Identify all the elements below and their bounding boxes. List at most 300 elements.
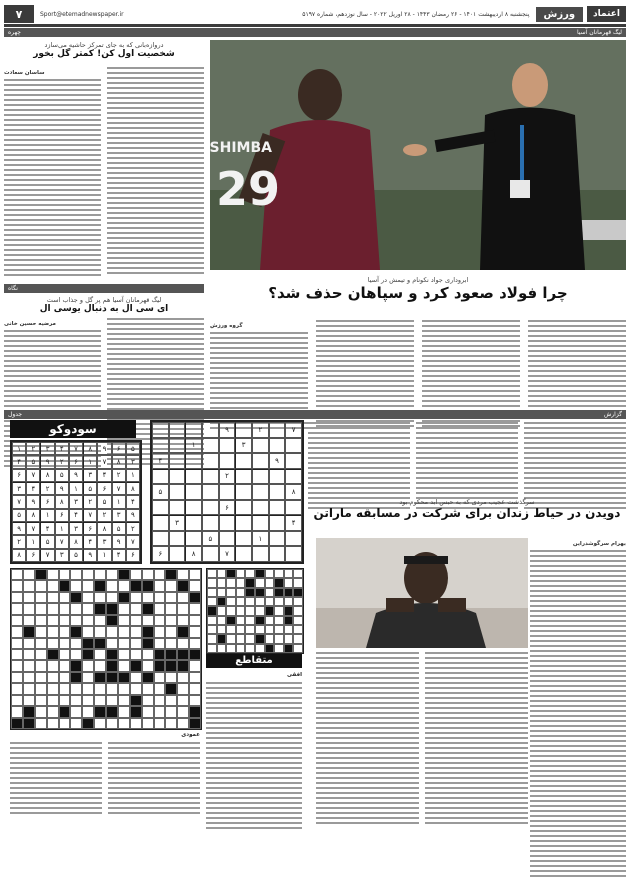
crossword-cell[interactable] — [94, 580, 106, 591]
crossword-cell[interactable] — [94, 603, 106, 614]
crossword-cell[interactable] — [35, 718, 47, 729]
crossword-cell[interactable] — [118, 695, 130, 706]
crossword-cell[interactable] — [23, 626, 35, 637]
crossword-cell[interactable] — [82, 695, 94, 706]
sudoku-puzzle-cell[interactable] — [252, 453, 269, 469]
sudoku-puzzle-cell[interactable] — [285, 546, 302, 562]
crossword-cell[interactable] — [82, 569, 94, 580]
crossword-cell[interactable] — [177, 695, 189, 706]
sudoku-puzzle-cell[interactable]: ۲ — [252, 422, 269, 438]
sudoku-puzzle-cell[interactable]: ۱ — [252, 531, 269, 547]
crossword-cell[interactable] — [165, 683, 177, 694]
crossword-cell[interactable] — [154, 718, 166, 729]
crossword-cell[interactable] — [59, 603, 71, 614]
crossword-cell[interactable] — [35, 672, 47, 683]
crossword-cell[interactable] — [106, 683, 118, 694]
sudoku-puzzle-cell[interactable]: ۱ — [185, 438, 202, 454]
sudoku-puzzle-cell[interactable] — [252, 546, 269, 562]
crossword-cell[interactable] — [94, 638, 106, 649]
crossword-cell[interactable] — [189, 603, 201, 614]
crossword-cell[interactable] — [142, 615, 154, 626]
crossword-cell[interactable] — [154, 695, 166, 706]
crossword-cell[interactable] — [82, 672, 94, 683]
crossword-cell[interactable] — [23, 615, 35, 626]
sudoku-puzzle-cell[interactable] — [202, 500, 219, 516]
sudoku-puzzle-cell[interactable] — [235, 500, 252, 516]
crossword-cell[interactable] — [35, 695, 47, 706]
crossword-cell[interactable] — [106, 626, 118, 637]
crossword-cell[interactable] — [118, 718, 130, 729]
crossword-cell[interactable] — [154, 706, 166, 717]
sudoku-puzzle-cell[interactable] — [202, 515, 219, 531]
sudoku-puzzle-cell[interactable]: ۷ — [285, 422, 302, 438]
sudoku-puzzle-cell[interactable]: ۸ — [185, 546, 202, 562]
crossword-cell[interactable] — [11, 569, 23, 580]
crossword-cell[interactable] — [11, 649, 23, 660]
crossword-cell[interactable] — [94, 683, 106, 694]
crossword-cell[interactable] — [189, 683, 201, 694]
crossword-cell[interactable] — [82, 683, 94, 694]
crossword-cell[interactable] — [94, 706, 106, 717]
crossword-cell[interactable] — [35, 683, 47, 694]
sudoku-puzzle-cell[interactable] — [202, 453, 219, 469]
crossword-cell[interactable] — [177, 649, 189, 660]
crossword-cell[interactable] — [70, 603, 82, 614]
crossword-cell[interactable] — [23, 638, 35, 649]
sudoku-puzzle-cell[interactable] — [169, 438, 186, 454]
sudoku-puzzle-cell[interactable] — [185, 469, 202, 485]
sudoku-puzzle-cell[interactable]: ۹ — [269, 453, 286, 469]
sudoku-puzzle-cell[interactable]: ۹ — [219, 422, 236, 438]
crossword-cell[interactable] — [177, 672, 189, 683]
crossword-cell[interactable] — [142, 580, 154, 591]
sudoku-puzzle-cell[interactable] — [169, 422, 186, 438]
crossword-cell[interactable] — [106, 660, 118, 671]
crossword-cell[interactable] — [11, 626, 23, 637]
sudoku-puzzle-cell[interactable]: ۲ — [219, 469, 236, 485]
crossword-cell[interactable] — [142, 672, 154, 683]
crossword-cell[interactable] — [94, 592, 106, 603]
sudoku-puzzle-cell[interactable] — [185, 453, 202, 469]
crossword-cell[interactable] — [118, 649, 130, 660]
crossword-cell[interactable] — [59, 683, 71, 694]
crossword-cell[interactable] — [47, 718, 59, 729]
sudoku-puzzle-cell[interactable] — [269, 422, 286, 438]
crossword-cell[interactable] — [106, 569, 118, 580]
crossword-cell[interactable] — [35, 615, 47, 626]
crossword-cell[interactable] — [154, 638, 166, 649]
sudoku-puzzle-cell[interactable] — [269, 484, 286, 500]
sudoku-puzzle-cell[interactable] — [202, 422, 219, 438]
crossword-cell[interactable] — [59, 626, 71, 637]
crossword-cell[interactable] — [59, 580, 71, 591]
crossword-cell[interactable] — [142, 649, 154, 660]
crossword-cell[interactable] — [130, 706, 142, 717]
sudoku-puzzle-cell[interactable] — [169, 531, 186, 547]
sudoku-puzzle-cell[interactable]: ۴ — [285, 515, 302, 531]
crossword-cell[interactable] — [70, 706, 82, 717]
crossword-cell[interactable] — [70, 683, 82, 694]
crossword-cell[interactable] — [59, 592, 71, 603]
crossword-cell[interactable] — [154, 649, 166, 660]
crossword-cell[interactable] — [189, 672, 201, 683]
crossword-cell[interactable] — [11, 592, 23, 603]
crossword-cell[interactable] — [59, 615, 71, 626]
crossword-cell[interactable] — [189, 615, 201, 626]
crossword-cell[interactable] — [177, 603, 189, 614]
crossword-cell[interactable] — [23, 683, 35, 694]
sudoku-puzzle-cell[interactable] — [235, 515, 252, 531]
crossword-cell[interactable] — [142, 626, 154, 637]
sudoku-puzzle-cell[interactable] — [285, 500, 302, 516]
crossword-cell[interactable] — [70, 649, 82, 660]
crossword-cell[interactable] — [11, 718, 23, 729]
sudoku-puzzle-cell[interactable] — [185, 422, 202, 438]
crossword-cell[interactable] — [118, 706, 130, 717]
crossword-cell[interactable] — [82, 603, 94, 614]
crossword-cell[interactable] — [118, 683, 130, 694]
crossword-cell[interactable] — [165, 603, 177, 614]
crossword-cell[interactable] — [47, 706, 59, 717]
sudoku-puzzle-cell[interactable] — [252, 469, 269, 485]
crossword-cell[interactable] — [11, 660, 23, 671]
crossword-cell[interactable] — [130, 649, 142, 660]
sudoku-puzzle-cell[interactable]: ۳ — [235, 438, 252, 454]
sudoku-puzzle-cell[interactable] — [235, 546, 252, 562]
sudoku-puzzle-cell[interactable] — [152, 531, 169, 547]
crossword-cell[interactable] — [35, 580, 47, 591]
crossword-cell[interactable] — [47, 672, 59, 683]
sudoku-puzzle-cell[interactable] — [185, 515, 202, 531]
crossword-cell[interactable] — [106, 718, 118, 729]
sudoku-puzzle-cell[interactable]: ۴ — [152, 453, 169, 469]
crossword-cell[interactable] — [47, 660, 59, 671]
sudoku-puzzle-cell[interactable] — [219, 438, 236, 454]
crossword-cell[interactable] — [11, 580, 23, 591]
crossword-cell[interactable] — [47, 626, 59, 637]
sudoku-puzzle-cell[interactable] — [219, 484, 236, 500]
crossword-cell[interactable] — [165, 706, 177, 717]
crossword-cell[interactable] — [94, 649, 106, 660]
sudoku-puzzle-cell[interactable] — [235, 422, 252, 438]
crossword-cell[interactable] — [23, 580, 35, 591]
crossword-cell[interactable] — [70, 672, 82, 683]
sudoku-puzzle-cell[interactable] — [202, 469, 219, 485]
crossword-cell[interactable] — [177, 683, 189, 694]
crossword-cell[interactable] — [118, 603, 130, 614]
crossword-cell[interactable] — [59, 706, 71, 717]
sudoku-puzzle-cell[interactable] — [169, 484, 186, 500]
crossword-cell[interactable] — [94, 569, 106, 580]
crossword-cell[interactable] — [23, 672, 35, 683]
sudoku-puzzle-cell[interactable] — [169, 453, 186, 469]
crossword-cell[interactable] — [23, 660, 35, 671]
crossword-cell[interactable] — [82, 649, 94, 660]
crossword-cell[interactable] — [23, 706, 35, 717]
sudoku-puzzle-cell[interactable] — [235, 453, 252, 469]
crossword-cell[interactable] — [189, 706, 201, 717]
crossword-cell[interactable] — [118, 626, 130, 637]
crossword-cell[interactable] — [23, 603, 35, 614]
crossword-cell[interactable] — [35, 592, 47, 603]
crossword-cell[interactable] — [11, 638, 23, 649]
crossword-cell[interactable] — [59, 660, 71, 671]
crossword-cell[interactable] — [189, 718, 201, 729]
crossword-cell[interactable] — [130, 580, 142, 591]
crossword-cell[interactable] — [11, 706, 23, 717]
crossword-cell[interactable] — [106, 638, 118, 649]
crossword-cell[interactable] — [23, 718, 35, 729]
crossword-cell[interactable] — [70, 660, 82, 671]
sudoku-puzzle-cell[interactable]: ۵ — [152, 484, 169, 500]
sudoku-puzzle-cell[interactable] — [152, 422, 169, 438]
crossword-cell[interactable] — [94, 718, 106, 729]
sudoku-puzzle-cell[interactable] — [285, 438, 302, 454]
crossword-cell[interactable] — [70, 626, 82, 637]
sudoku-puzzle-cell[interactable] — [152, 469, 169, 485]
crossword-cell[interactable] — [94, 660, 106, 671]
crossword-cell[interactable] — [177, 592, 189, 603]
sudoku-puzzle-cell[interactable] — [269, 515, 286, 531]
crossword-cell[interactable] — [35, 660, 47, 671]
crossword-cell[interactable] — [106, 695, 118, 706]
crossword-cell[interactable] — [35, 649, 47, 660]
crossword-cell[interactable] — [165, 615, 177, 626]
crossword-cell[interactable] — [154, 660, 166, 671]
crossword-cell[interactable] — [70, 592, 82, 603]
crossword-cell[interactable] — [47, 580, 59, 591]
sudoku-puzzle-cell[interactable] — [285, 531, 302, 547]
crossword-cell[interactable] — [130, 569, 142, 580]
crossword-cell[interactable] — [177, 615, 189, 626]
crossword-cell[interactable] — [189, 626, 201, 637]
sudoku-puzzle-cell[interactable] — [219, 453, 236, 469]
crossword-cell[interactable] — [177, 580, 189, 591]
crossword-cell[interactable] — [82, 660, 94, 671]
crossword-cell[interactable] — [165, 592, 177, 603]
sudoku-grid-puzzle[interactable] — [150, 420, 304, 564]
crossword-cell[interactable] — [165, 580, 177, 591]
sudoku-puzzle-cell[interactable]: ۵ — [202, 531, 219, 547]
crossword-cell[interactable] — [189, 638, 201, 649]
sudoku-puzzle-cell[interactable] — [169, 546, 186, 562]
crossword-cell[interactable] — [130, 615, 142, 626]
crossword-cell[interactable] — [142, 718, 154, 729]
crossword-cell[interactable] — [82, 615, 94, 626]
crossword-cell[interactable] — [177, 626, 189, 637]
crossword-cell[interactable] — [130, 683, 142, 694]
crossword-cell[interactable] — [23, 649, 35, 660]
crossword-cell[interactable] — [35, 706, 47, 717]
crossword-cell[interactable] — [47, 695, 59, 706]
crossword-cell[interactable] — [165, 660, 177, 671]
crossword-cell[interactable] — [118, 660, 130, 671]
crossword-cell[interactable] — [106, 615, 118, 626]
sudoku-puzzle-cell[interactable] — [169, 500, 186, 516]
crossword-cell[interactable] — [11, 683, 23, 694]
crossword-cell[interactable] — [154, 615, 166, 626]
crossword-cell[interactable] — [165, 649, 177, 660]
sudoku-puzzle-cell[interactable] — [269, 546, 286, 562]
crossword-cell[interactable] — [23, 592, 35, 603]
crossword-cell[interactable] — [130, 638, 142, 649]
crossword-cell[interactable] — [106, 672, 118, 683]
sudoku-puzzle-cell[interactable]: ۸ — [285, 484, 302, 500]
crossword-cell[interactable] — [154, 603, 166, 614]
sudoku-puzzle-cell[interactable] — [169, 469, 186, 485]
crossword-cell[interactable] — [118, 569, 130, 580]
crossword-cell[interactable] — [59, 569, 71, 580]
sudoku-puzzle-cell[interactable]: ۶ — [219, 500, 236, 516]
crossword-cell[interactable] — [130, 626, 142, 637]
crossword-cell[interactable] — [130, 718, 142, 729]
crossword-cell[interactable] — [11, 672, 23, 683]
crossword-cell[interactable] — [189, 580, 201, 591]
sudoku-puzzle-cell[interactable] — [269, 500, 286, 516]
crossword-cell[interactable] — [59, 649, 71, 660]
crossword-cell[interactable] — [130, 603, 142, 614]
crossword-grid[interactable] — [10, 568, 202, 730]
crossword-cell[interactable] — [47, 615, 59, 626]
sudoku-puzzle-cell[interactable] — [269, 469, 286, 485]
crossword-cell[interactable] — [47, 569, 59, 580]
crossword-cell[interactable] — [70, 638, 82, 649]
crossword-cell[interactable] — [142, 683, 154, 694]
sudoku-puzzle-cell[interactable] — [219, 515, 236, 531]
crossword-cell[interactable] — [177, 718, 189, 729]
crossword-cell[interactable] — [130, 672, 142, 683]
sudoku-puzzle-cell[interactable] — [252, 500, 269, 516]
crossword-cell[interactable] — [23, 569, 35, 580]
crossword-cell[interactable] — [70, 695, 82, 706]
sudoku-puzzle-cell[interactable] — [285, 469, 302, 485]
sudoku-puzzle-cell[interactable] — [235, 469, 252, 485]
crossword-cell[interactable] — [47, 592, 59, 603]
crossword-cell[interactable] — [189, 660, 201, 671]
crossword-cell[interactable] — [35, 603, 47, 614]
sudoku-puzzle-cell[interactable] — [252, 438, 269, 454]
crossword-cell[interactable] — [59, 718, 71, 729]
crossword-cell[interactable] — [130, 592, 142, 603]
crossword-cell[interactable] — [118, 672, 130, 683]
crossword-cell[interactable] — [35, 569, 47, 580]
crossword-cell[interactable] — [106, 706, 118, 717]
crossword-cell[interactable] — [94, 615, 106, 626]
sudoku-puzzle-cell[interactable]: ۶ — [152, 546, 169, 562]
crossword-cell[interactable] — [118, 592, 130, 603]
crossword-cell[interactable] — [142, 569, 154, 580]
crossword-cell[interactable] — [94, 626, 106, 637]
crossword-cell[interactable] — [154, 580, 166, 591]
sudoku-puzzle-cell[interactable] — [235, 531, 252, 547]
crossword-cell[interactable] — [177, 638, 189, 649]
crossword-cell[interactable] — [70, 718, 82, 729]
crossword-cell[interactable] — [106, 603, 118, 614]
sudoku-puzzle-cell[interactable] — [202, 438, 219, 454]
crossword-cell[interactable] — [47, 683, 59, 694]
crossword-cell[interactable] — [165, 569, 177, 580]
crossword-cell[interactable] — [59, 638, 71, 649]
crossword-cell[interactable] — [118, 580, 130, 591]
crossword-cell[interactable] — [23, 695, 35, 706]
crossword-cell[interactable] — [154, 569, 166, 580]
crossword-cell[interactable] — [189, 569, 201, 580]
sudoku-puzzle-cell[interactable] — [152, 500, 169, 516]
crossword-cell[interactable] — [118, 615, 130, 626]
sudoku-puzzle-cell[interactable] — [285, 453, 302, 469]
sudoku-puzzle-cell[interactable] — [185, 500, 202, 516]
crossword-cell[interactable] — [142, 638, 154, 649]
crossword-cell[interactable] — [47, 603, 59, 614]
crossword-cell[interactable] — [154, 626, 166, 637]
crossword-cell[interactable] — [154, 592, 166, 603]
crossword-cell[interactable] — [11, 603, 23, 614]
sudoku-puzzle-cell[interactable] — [152, 438, 169, 454]
sudoku-puzzle-cell[interactable] — [269, 531, 286, 547]
sudoku-puzzle-cell[interactable] — [269, 438, 286, 454]
crossword-cell[interactable] — [59, 695, 71, 706]
crossword-cell[interactable] — [11, 695, 23, 706]
crossword-cell[interactable] — [47, 649, 59, 660]
crossword-cell[interactable] — [59, 672, 71, 683]
crossword-cell[interactable] — [142, 603, 154, 614]
crossword-cell[interactable] — [130, 695, 142, 706]
crossword-cell[interactable] — [94, 672, 106, 683]
crossword-cell[interactable] — [106, 649, 118, 660]
crossword-cell[interactable] — [70, 580, 82, 591]
crossword-cell[interactable] — [177, 569, 189, 580]
sudoku-puzzle-cell[interactable] — [185, 531, 202, 547]
crossword-cell[interactable] — [106, 580, 118, 591]
crossword-cell[interactable] — [142, 592, 154, 603]
crossword-cell[interactable] — [70, 569, 82, 580]
crossword-cell[interactable] — [165, 672, 177, 683]
crossword-cell[interactable] — [82, 626, 94, 637]
crossword-cell[interactable] — [177, 706, 189, 717]
crossword-cell[interactable] — [177, 660, 189, 671]
crossword-cell[interactable] — [82, 718, 94, 729]
sudoku-puzzle-cell[interactable] — [202, 546, 219, 562]
sudoku-puzzle-cell[interactable] — [252, 484, 269, 500]
crossword-cell[interactable] — [130, 660, 142, 671]
sudoku-puzzle-cell[interactable] — [235, 484, 252, 500]
crossword-cell[interactable] — [189, 695, 201, 706]
sudoku-puzzle-cell[interactable] — [152, 515, 169, 531]
crossword-cell[interactable] — [82, 592, 94, 603]
sudoku-puzzle-cell[interactable] — [185, 484, 202, 500]
crossword-cell[interactable] — [70, 615, 82, 626]
crossword-cell[interactable] — [165, 718, 177, 729]
crossword-cell[interactable] — [82, 638, 94, 649]
crossword-cell[interactable] — [94, 695, 106, 706]
crossword-cell[interactable] — [47, 638, 59, 649]
crossword-cell[interactable] — [165, 695, 177, 706]
crossword-cell[interactable] — [35, 626, 47, 637]
crossword-cell[interactable] — [189, 649, 201, 660]
crossword-cell[interactable] — [142, 706, 154, 717]
crossword-cell[interactable] — [154, 672, 166, 683]
crossword-cell[interactable] — [142, 660, 154, 671]
crossword-cell[interactable] — [165, 626, 177, 637]
crossword-cell[interactable] — [118, 638, 130, 649]
sudoku-puzzle-cell[interactable] — [252, 515, 269, 531]
crossword-cell[interactable] — [82, 706, 94, 717]
sudoku-puzzle-cell[interactable] — [219, 531, 236, 547]
crossword-cell[interactable] — [142, 695, 154, 706]
sudoku-puzzle-cell[interactable] — [202, 484, 219, 500]
crossword-cell[interactable] — [11, 615, 23, 626]
sudoku-puzzle-cell[interactable]: ۳ — [169, 515, 186, 531]
